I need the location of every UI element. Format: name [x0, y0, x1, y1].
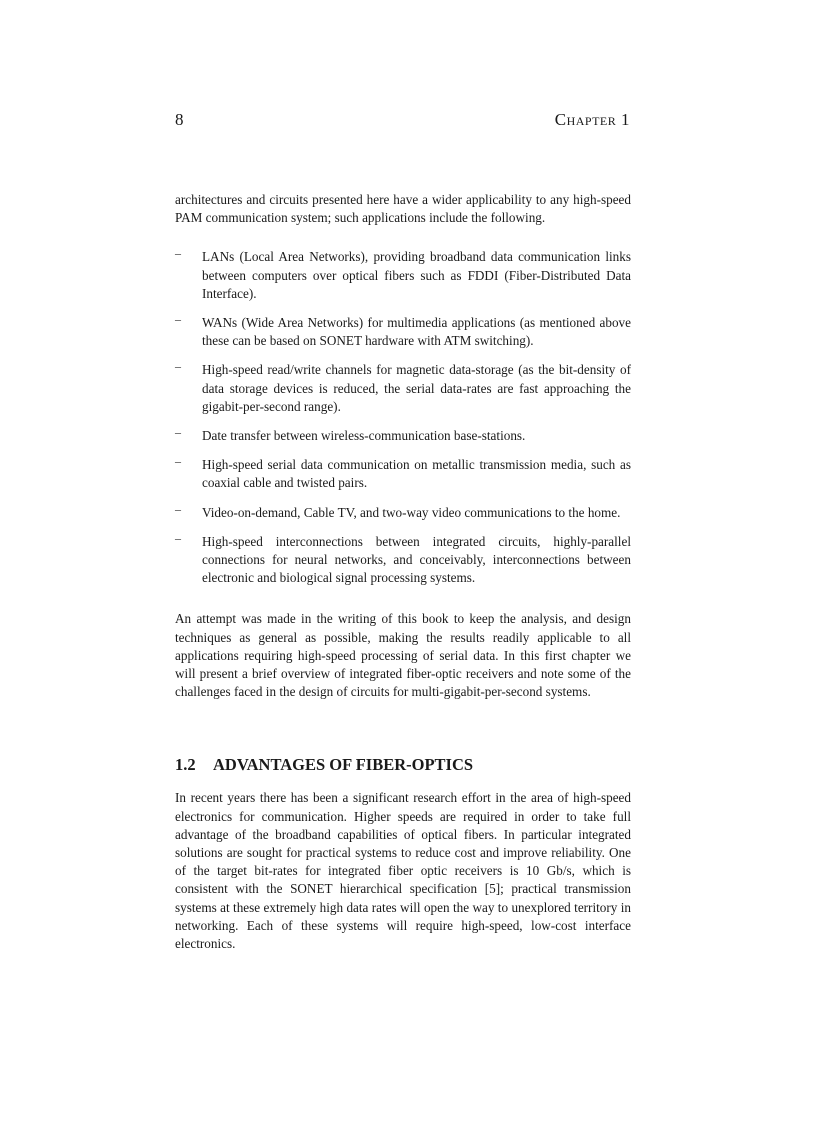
- section-heading: [175, 755, 631, 775]
- applications-list: [175, 248, 631, 587]
- list-marker: –: [175, 359, 181, 374]
- running-head: Chapter 1: [554, 110, 630, 129]
- intro-paragraph: architectures and circuits presented here have a wider applicability to any high-speed PAM communication system; such applications include the following.: [175, 192, 631, 226]
- list-item: [175, 314, 631, 350]
- list-marker: –: [175, 425, 181, 440]
- list-item-text: Video-on-demand, Cable TV, and two-way video communications to the home.: [202, 504, 621, 520]
- list-marker: –: [175, 501, 181, 516]
- list-item: [175, 530, 631, 588]
- list-item: [175, 427, 631, 445]
- page-number: 8: [175, 110, 184, 129]
- list-item-text: High-speed serial data communication on metallic transmission media, such as coaxial cable and twisted pairs.: [202, 457, 631, 491]
- section-number: 1.2: [175, 755, 196, 775]
- list-item: [175, 361, 631, 416]
- list-item: [175, 456, 631, 492]
- list-marker: –: [175, 454, 181, 469]
- section-title: ADVANTAGES OF FIBER-OPTICS: [213, 755, 474, 775]
- list-marker: –: [175, 312, 181, 327]
- list-item-text: Date transfer between wireless-communication base-stations.: [202, 428, 526, 444]
- list-marker: –: [175, 530, 181, 545]
- list-item-text: WANs (Wide Area Networks) for multimedia applications (as mentioned above these can be based on SONET hardware with ATM switching).: [202, 315, 631, 349]
- list-item-text: LANs (Local Area Networks), providing broadband data communication links between computers over optical fibers such as FDDI (Fiber-Distributed Data Interface).: [202, 249, 631, 301]
- body-paragraph: An attempt was made in the writing of this book to keep the analysis, and design techniques as general as possible, making the results readily applicable to all applications requiring high-speed processing of serial data. In this first chapter we will present a brief overview of integrated fiber-optic receivers and note some of the challenges faced in the design of circuits for multi-gigabit-per-second systems.: [175, 611, 631, 700]
- list-marker: –: [175, 246, 181, 261]
- list-item: [175, 248, 631, 303]
- list-item: [175, 501, 631, 522]
- page-body: [175, 191, 631, 953]
- list-item-text: High-speed read/write channels for magnetic data-storage (as the bit-density of data storage devices is reduced, the serial data-rates are fast approaching the gigabit-per-second range).: [202, 362, 631, 414]
- list-item-text: High-speed interconnections between integrated circuits, highly-parallel connections for neural networks, and conceivably, interconnections between electronic and biological signal processing systems.: [202, 533, 631, 586]
- body-paragraph: In recent years there has been a significant research effort in the area of high-speed electronics for communication. Higher speeds are required in order to take full advantage of the broadband capabilities of optical fibers. In particular integrated solutions are sought for practical systems to reduce cost and improve reliability. One of the target bit-rates for integrated fiber optic receivers is 10 Gb/s, which is consistent with the SONET hierarchical specification [5]; practical transmission systems at these extremely high data rates will open the way to unexplored territory in networking. Each of these systems will require high-speed, low-cost interface electronics.: [175, 790, 631, 952]
